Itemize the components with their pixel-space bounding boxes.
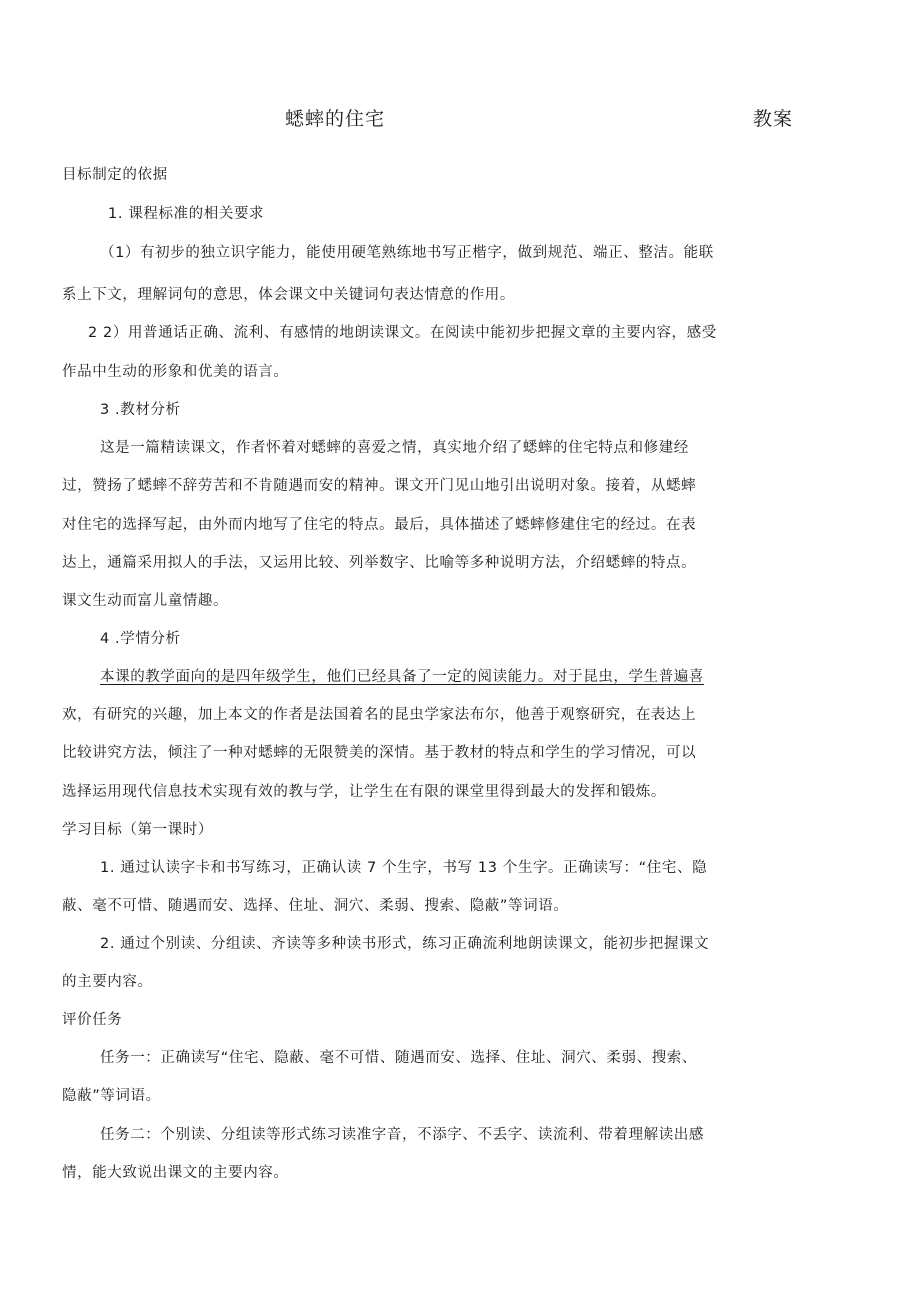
subheading-curriculum: 1. 课程标准的相关要求 bbox=[108, 206, 265, 222]
document-title: 蟋蟀的住宅 bbox=[285, 108, 386, 130]
paragraph-line: 达上，通篇采用拟人的手法，又运用比较、列举数字、比喻等多种说明方法，介绍蟋蟀的特点。 bbox=[62, 555, 697, 571]
paragraph-line: 作品中生动的形象和优美的语言。 bbox=[62, 364, 289, 380]
document-type-label: 教案 bbox=[753, 108, 794, 130]
paragraph-line: 的主要内容。 bbox=[62, 974, 153, 990]
section-heading-basis: 目标制定的依据 bbox=[62, 167, 168, 183]
paragraph-line: 情，能大致说出课文的主要内容。 bbox=[62, 1165, 289, 1181]
paragraph-line: （1）有初步的独立识字能力，能使用硬笔熟练地书写正楷字，做到规范、端正、整洁。能联 bbox=[100, 245, 714, 261]
subheading-textbook-analysis: 3 .教材分析 bbox=[100, 402, 181, 418]
paragraph-line: 任务一：正确读写“住宅、隐蔽、毫不可惜、随遇而安、选择、住址、洞穴、柔弱、搜索、 bbox=[100, 1050, 698, 1066]
paragraph-line: 1. 通过认读字卡和书写练习，正确认读 7 个生字，书写 13 个生字。正确读写：“住宅、隐 bbox=[100, 860, 708, 876]
paragraph-line: 对住宅的选择写起，由外而内地写了住宅的特点。最后，具体描述了蟋蟀修建住宅的经过。在表 bbox=[62, 517, 697, 533]
paragraph-line: 欢，有研究的兴趣，加上本文的作者是法国着名的昆虫学家法布尔，他善于观察研究，在表达上 bbox=[62, 707, 697, 723]
paragraph-line: 选择运用现代信息技术实现有效的教与学，让学生在有限的课堂里得到最大的发挥和锻炼。 bbox=[62, 784, 666, 800]
section-heading-assessment: 评价任务 bbox=[62, 1012, 123, 1028]
paragraph-line: 系上下文，理解词句的意思，体会课文中关键词句表达情意的作用。 bbox=[62, 287, 515, 303]
paragraph-line: 2 2）用普通话正确、流利、有感情的地朗读课文。在阅读中能初步把握文章的主要内容，感受 bbox=[88, 325, 717, 341]
paragraph-line-underlined: 本课的教学面向的是四年级学生，他们已经具备了一定的阅读能力。对于昆虫，学生普遍喜 bbox=[100, 669, 704, 685]
paragraph-line: 2. 通过个别读、分组读、齐读等多种读书形式，练习正确流利地朗读课文，能初步把握课文 bbox=[100, 936, 710, 952]
paragraph-line: 过，赞扬了蟋蟀不辞劳苦和不肯随遇而安的精神。课文开门见山地引出说明对象。接着，从蟋蟀 bbox=[62, 478, 697, 494]
paragraph-line: 隐蔽”等词语。 bbox=[62, 1088, 161, 1104]
paragraph-line: 比较讲究方法，倾注了一种对蟋蟀的无限赞美的深情。基于教材的特点和学生的学习情况，可以 bbox=[62, 745, 697, 761]
paragraph-line: 蔽、毫不可惜、随遇而安、选择、住址、洞穴、柔弱、搜索、隐蔽”等词语。 bbox=[62, 898, 569, 914]
paragraph-line: 课文生动而富儿童情趣。 bbox=[62, 593, 229, 609]
subheading-student-analysis: 4 .学情分析 bbox=[100, 631, 181, 647]
paragraph-line: 这是一篇精读课文，作者怀着对蟋蟀的喜爱之情，真实地介绍了蟋蟀的住宅特点和修建经 bbox=[100, 440, 689, 456]
paragraph-line: 任务二：个别读、分组读等形式练习读准字音，不添字、不丢字、读流利、带着理解读出感 bbox=[100, 1127, 704, 1143]
section-heading-objectives: 学习目标（第一课时） bbox=[62, 822, 213, 838]
